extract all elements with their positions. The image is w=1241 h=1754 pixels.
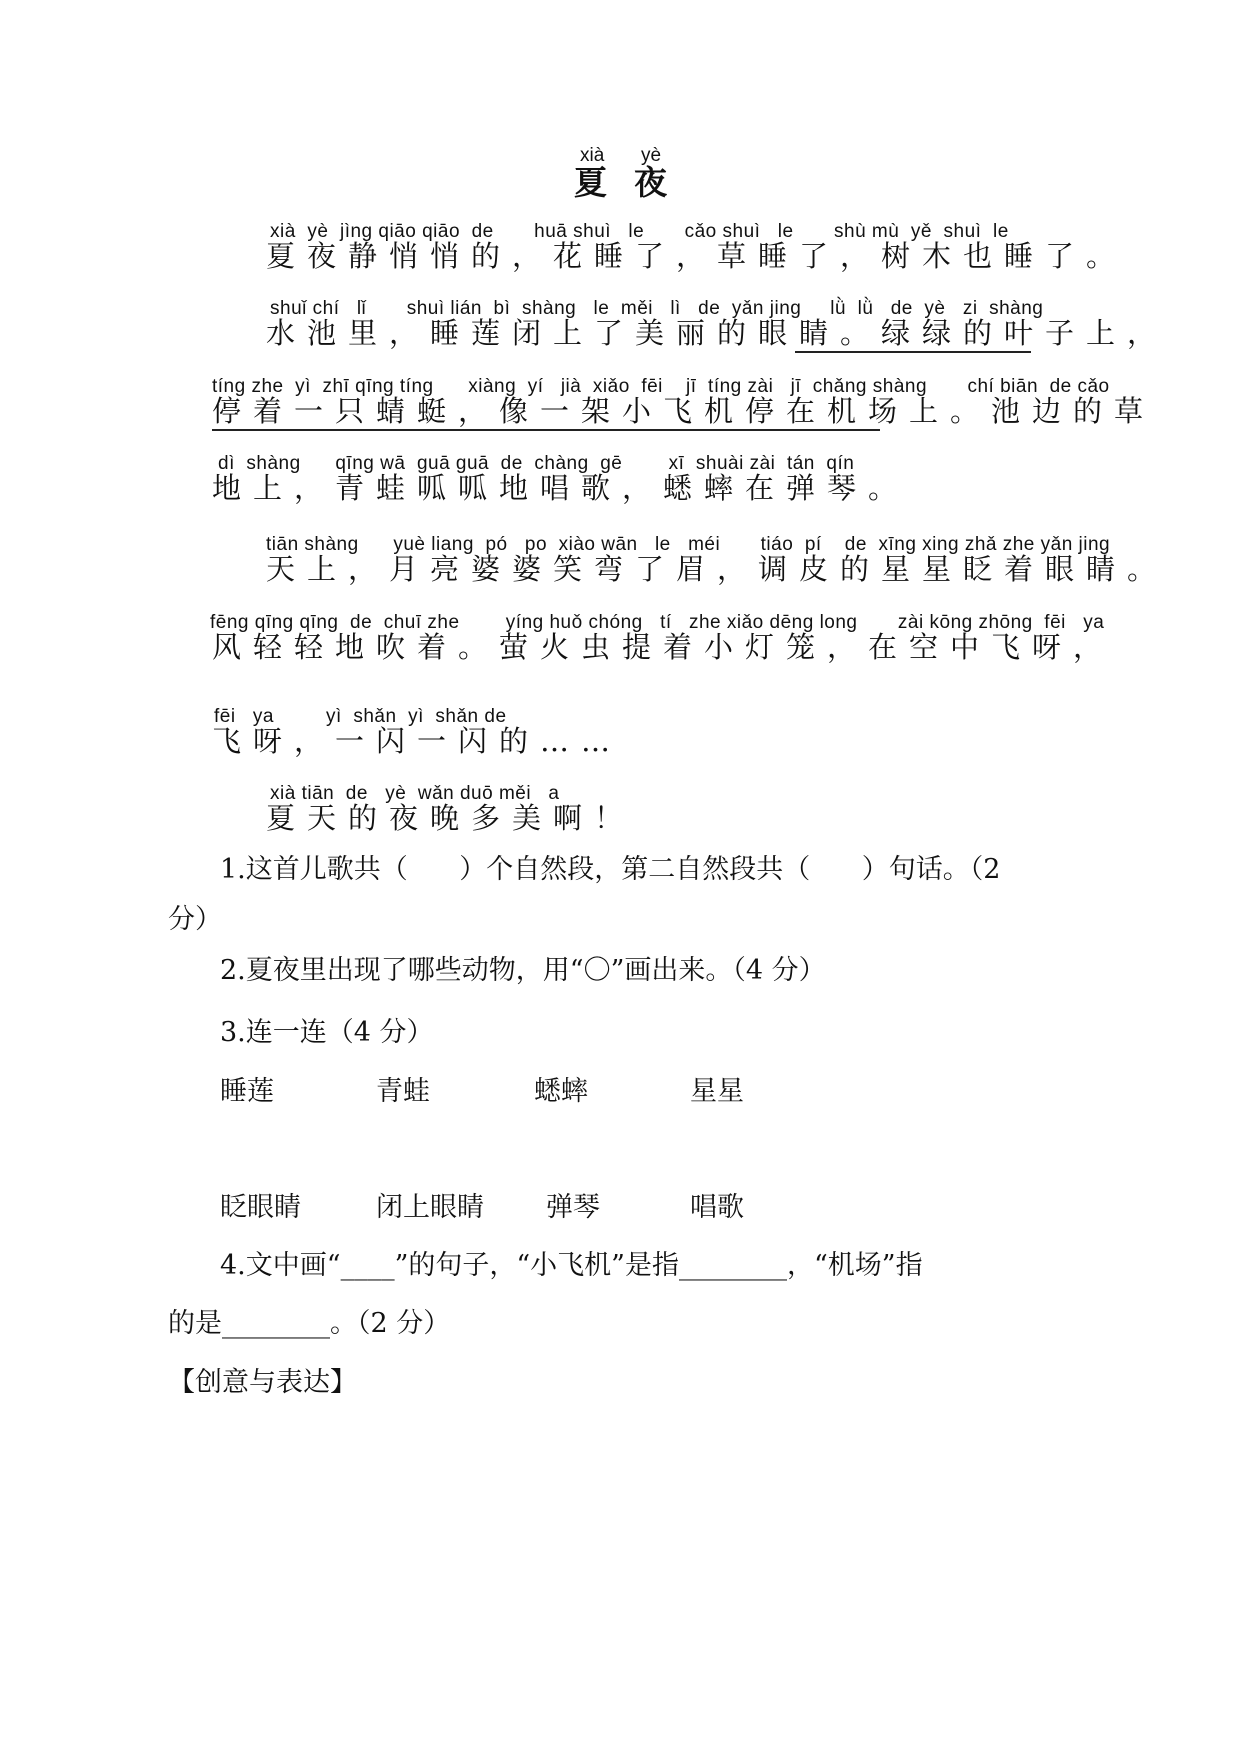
poem-line-3: 停着一只蜻蜓，像一架小飞机停在机场上。池边的草	[212, 394, 1156, 428]
question-3: 3.连一连（4 分）	[220, 1017, 434, 1048]
poem-line-4: 地上，青蛙呱呱地唱歌，蟋蟀在弹琴。	[212, 471, 910, 505]
match-top-3: 蟋蟀	[534, 1076, 588, 1107]
poem-line-1: 夏夜静悄悄的，花睡了，草睡了，树木也睡了。	[266, 239, 1128, 273]
title-char-2: 夜	[634, 163, 667, 202]
match-top-1: 睡莲	[220, 1076, 274, 1107]
poem-pinyin-7: fēi ya yì shǎn yì shǎn de	[214, 706, 507, 727]
poem-pinyin-3: tíng zhe yì zhī qīng tíng xiàng yí jià xiǎo fēi jī tíng zài jī chǎng shàng chí biān de cǎo	[212, 376, 1110, 397]
poem-pinyin-8: xià tiān de yè wǎn duō měi a	[270, 783, 560, 804]
title-pinyin-2: yè	[641, 145, 662, 166]
question-2: 2.夏夜里出现了哪些动物，用“〇”画出来。（4 分）	[220, 955, 826, 986]
poem-pinyin-4: dì shàng qīng wā guā guā de chàng gē xī shuài zài tán qín	[218, 453, 855, 474]
question-4-line-2: 的是________。（2 分）	[168, 1308, 451, 1339]
poem-line-7: 飞呀，一闪一闪的……	[212, 724, 623, 758]
match-bottom-4: 唱歌	[690, 1192, 744, 1223]
poem-line-5: 天上，月亮婆婆笑弯了眉，调皮的星星眨着眼睛。	[266, 552, 1169, 586]
match-top-2: 青蛙	[376, 1076, 430, 1107]
title-pinyin-1: xià	[580, 145, 605, 166]
poem-line-8: 夏天的夜晚多美啊！	[266, 801, 636, 835]
match-bottom-1: 眨眼睛	[220, 1192, 301, 1223]
poem-pinyin-1: xià yè jìng qiāo qiāo de huā shuì le cǎo shuì le shù mù yě shuì le	[270, 221, 1009, 242]
match-bottom-3: 弹琴	[546, 1192, 600, 1223]
poem-pinyin-6: fēng qīng qīng de chuī zhe yíng huǒ chóng tí zhe xiǎo dēng long zài kōng zhōng fēi ya	[210, 612, 1105, 633]
question-1-line-1: 1.这首儿歌共（ ）个自然段，第二自然段共（ ）句话。（2	[220, 854, 1001, 885]
section-heading: 【创意与表达】	[168, 1367, 357, 1398]
underline-sentence-part-1	[795, 351, 1031, 353]
poem-line-2: 水池里，睡莲闭上了美丽的眼睛。绿绿的叶子上，	[266, 316, 1169, 350]
question-1-line-2: 分）	[168, 904, 222, 935]
title-char-1: 夏	[574, 163, 607, 202]
poem-pinyin-2: shuǐ chí lǐ shuì lián bì shàng le měi lì de yǎn jing lǜ lǜ de yè zi shàng	[270, 298, 1044, 319]
match-top-4: 星星	[690, 1076, 744, 1107]
underline-sentence-part-2	[212, 429, 880, 431]
match-bottom-2: 闭上眼睛	[376, 1192, 484, 1223]
poem-pinyin-5: tiān shàng yuè liang pó po xiào wān le méi tiáo pí de xīng xing zhǎ zhe yǎn jing	[266, 534, 1111, 555]
poem-line-6: 风轻轻地吹着。萤火虫提着小灯笼，在空中飞呀，	[212, 630, 1115, 664]
question-4-line-1: 4.文中画“____”的句子，“小飞机”是指________，“机场”指	[220, 1250, 923, 1281]
